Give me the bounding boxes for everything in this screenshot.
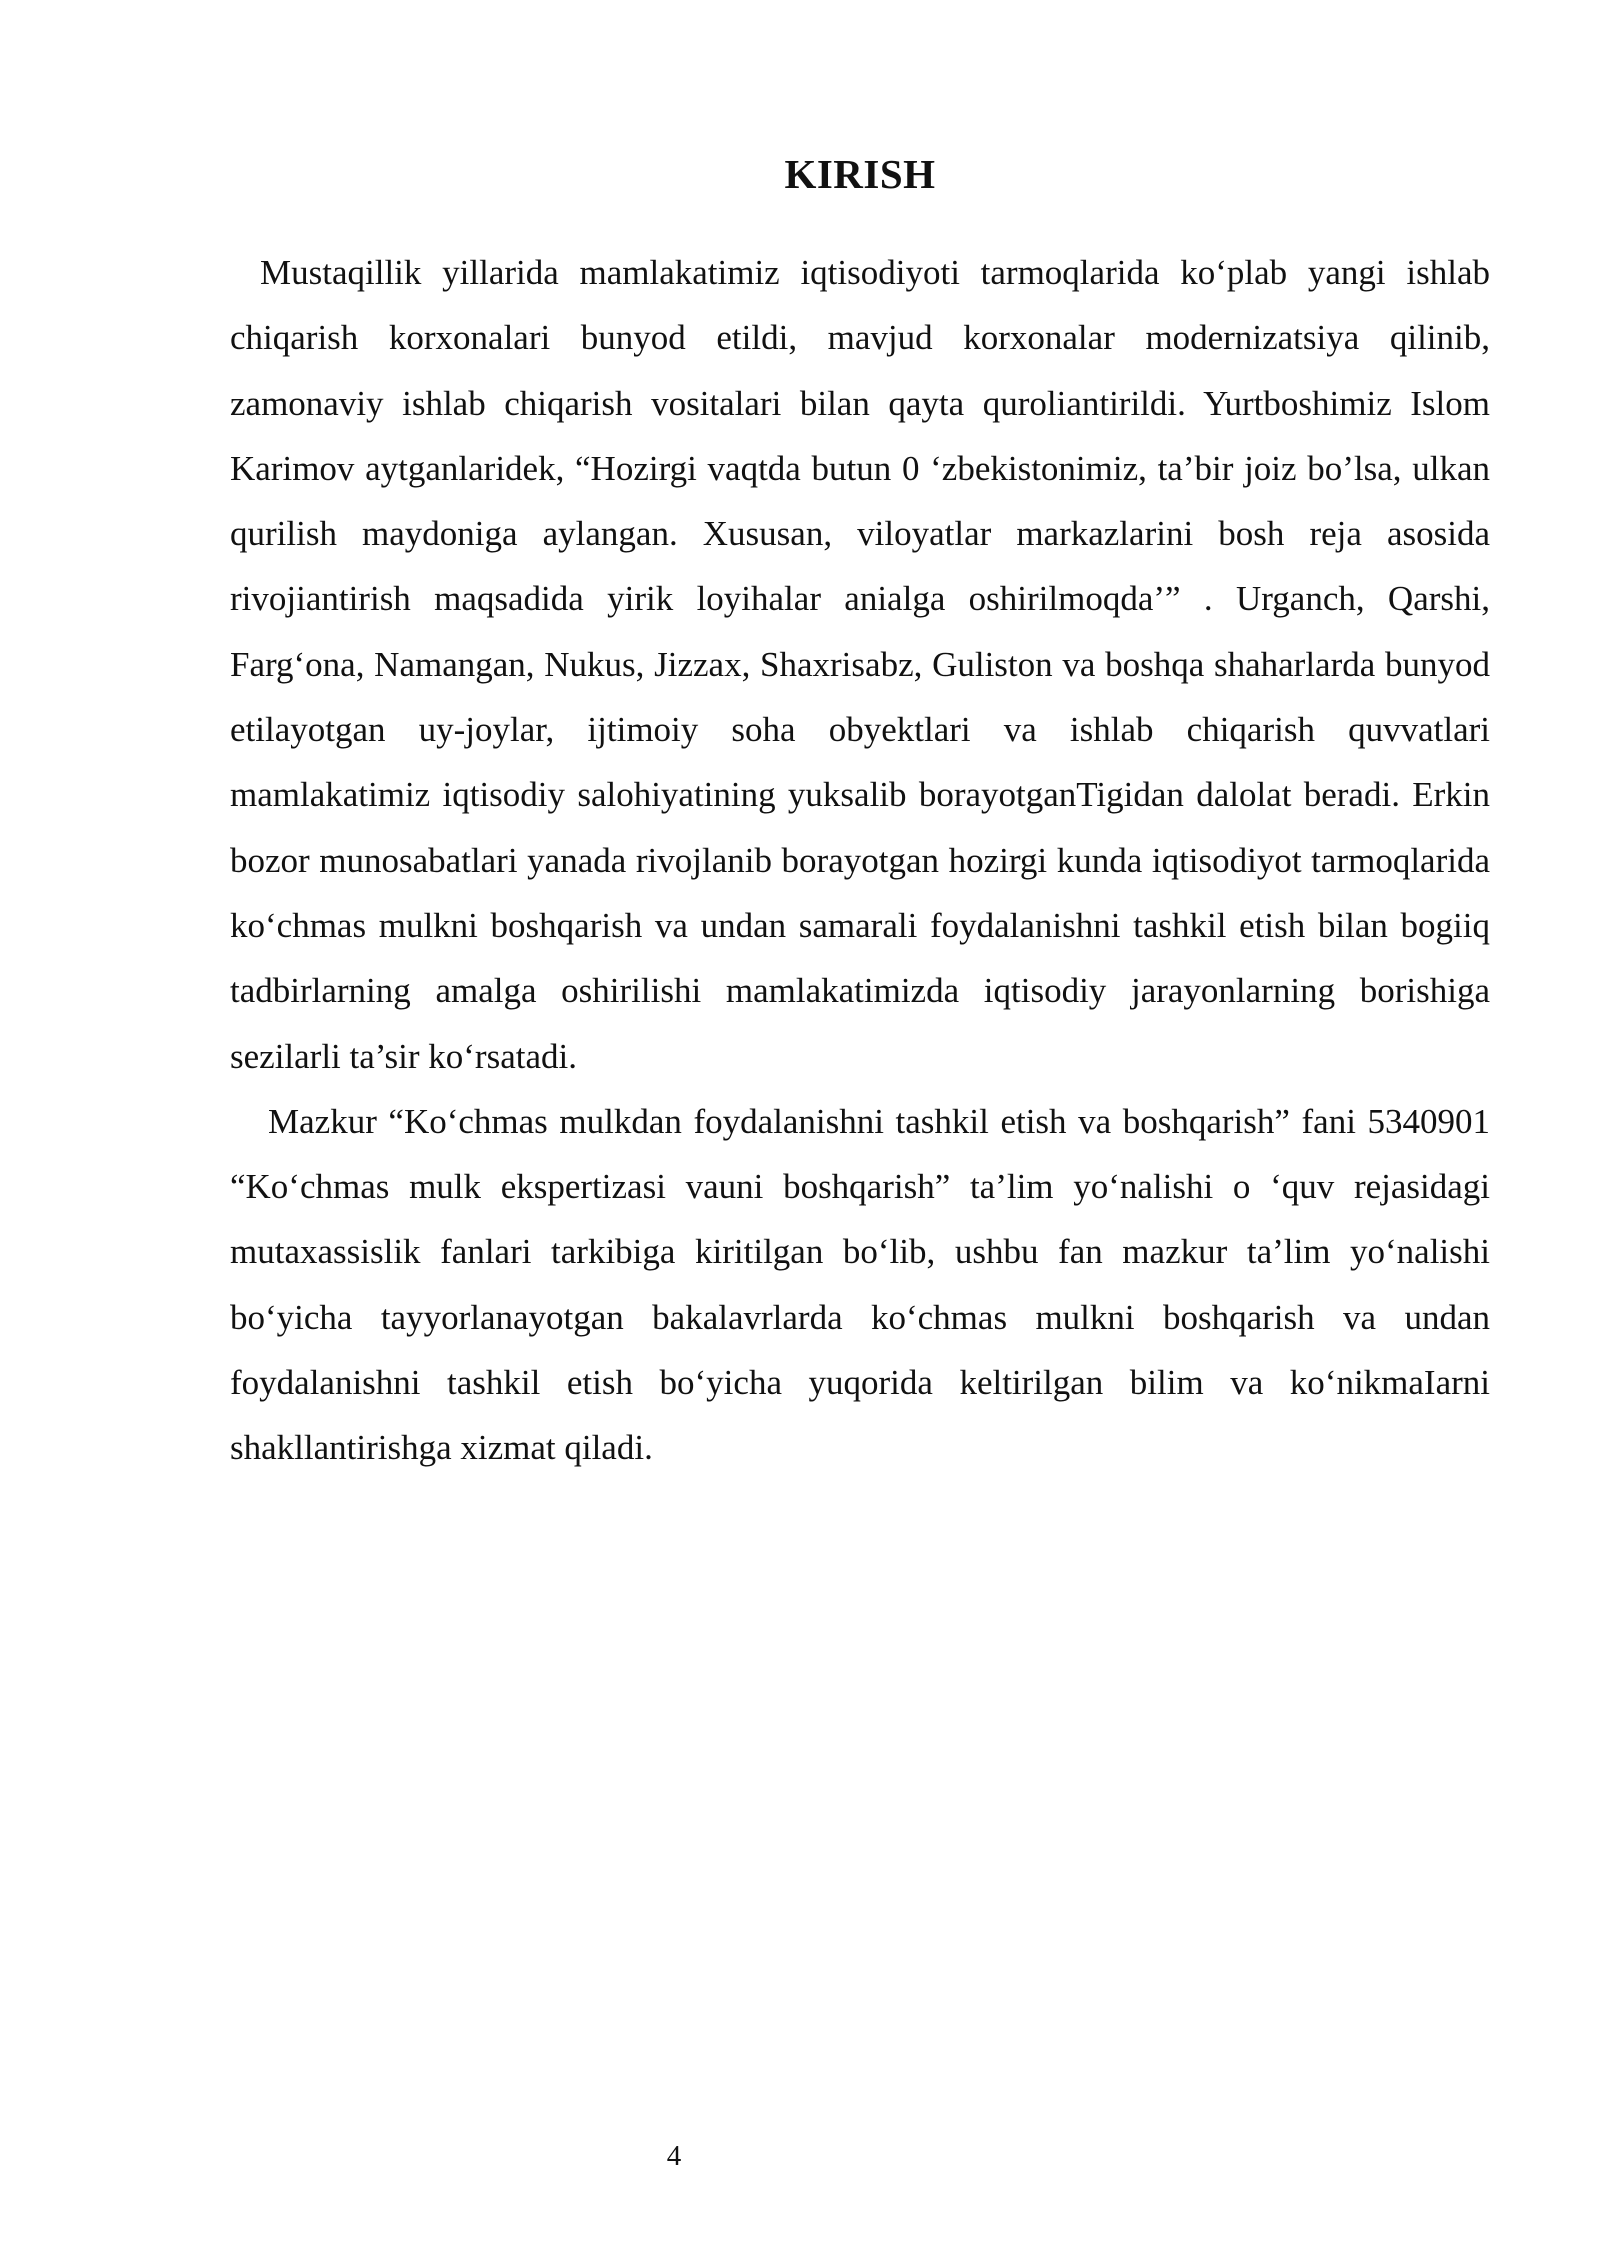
- page-number: 4: [666, 2140, 682, 2172]
- body-text: [230, 240, 1490, 1481]
- paragraph-introduction: Mustaqillik yillarida mamlakatimiz iqtisodiyoti tarmoqlarida ko‘plab yangi ishlab chiqarish korxonalari bunyod etildi, mavjud korxonalar modernizatsiya qilinib, zamonaviy ishlab chiqarish vositalari bilan qayta quroliantirildi. Yurtboshimiz Islom Karimov aytganlaridek, “Hozirgi vaqtda butun 0 ‘zbekistonimiz, ta’bir joiz bo’lsa, ulkan qurilish maydoniga aylangan. Xususan, viloyatlar markazlarini bosh reja asosida rivojiantirish maqsadida yirik loyihalar anialga oshirilmoqda’” . Urganch, Qarshi, Farg‘ona, Namangan, Nukus, Jizzax, Shaxrisabz, Guliston va boshqa shaharlarda bunyod etilayotgan uy-joylar, ijtimoiy soha obyektlari va ishlab chiqarish quvvatlari mamlakatimiz iqtisodiy salohiyatining yuksalib borayotganTigidan dalolat beradi. Erkin bozor munosabatlari yanada rivojlanib borayotgan hozirgi kunda iqtisodiyot tarmoqlarida ko‘chmas mulkni boshqarish va undan samarali foydalanishni tashkil etish bilan bogiiq tadbirlarning amalga oshirilishi mamlakatimizda iqtisodiy jarayonlarning borishiga sezilarli ta’sir ko‘rsatadi.: [230, 253, 1490, 1076]
- paragraph-course-description: Mazkur “Ko‘chmas mulkdan foydalanishni tashkil etish va boshqarish” fani 5340901 “Ko‘chmas mulk ekspertizasi vauni boshqarish” ta’lim yo‘nalishi o ‘quv rejasidagi mutaxassislik fanlari tarkibiga kiritilgan bo‘lib, ushbu fan mazkur ta’lim yo‘nalishi bo‘yicha tayyorlanayotgan bakalavrlarda ko‘chmas mulkni boshqarish va undan foydalanishni tashkil etish bo‘yicha yuqorida keltirilgan bilim va ko‘nikmaIarni shakllantirishga xizmat qiladi.: [230, 1101, 1490, 1468]
- page-title: KIRISH: [784, 151, 936, 197]
